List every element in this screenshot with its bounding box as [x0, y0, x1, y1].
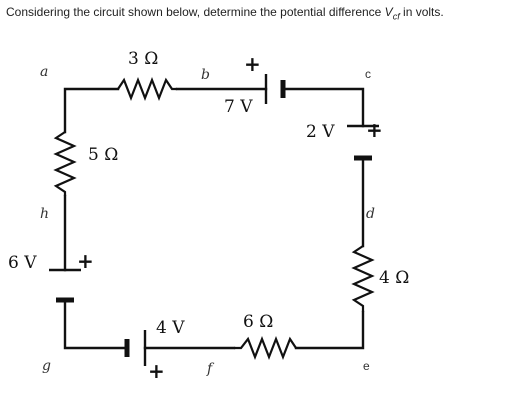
wire-7v-to-c	[283, 89, 363, 126]
battery-6v	[49, 270, 81, 300]
node-g: g	[42, 358, 51, 374]
voltage-variable: V	[384, 5, 393, 19]
label-7v: 7 V	[224, 97, 253, 117]
plus-2v: +	[366, 118, 383, 142]
label-r-ef: 6 Ω	[243, 312, 274, 332]
battery-7v	[266, 74, 283, 104]
node-a: a	[40, 64, 49, 80]
wire-d-to-e	[296, 312, 363, 348]
resistor-ha	[56, 132, 74, 196]
label-r-ha: 5 Ω	[88, 145, 119, 165]
node-f: f	[207, 361, 213, 377]
label-6v: 6 V	[8, 253, 37, 273]
label-r-de: 4 Ω	[379, 268, 410, 288]
resistor-de	[354, 246, 372, 312]
wire-4v-to-g	[65, 300, 127, 348]
question-suffix: in volts.	[399, 5, 444, 19]
voltage-variable-subscript: cf	[392, 11, 400, 22]
resistor-ab	[118, 80, 177, 98]
label-2v: 2 V	[306, 122, 335, 142]
label-4v: 4 V	[156, 318, 185, 338]
plus-7v: +	[244, 52, 261, 76]
node-e: e	[363, 359, 370, 373]
node-b: b	[201, 67, 210, 83]
node-h: h	[40, 206, 50, 222]
wire-a-corner	[65, 89, 118, 132]
resistor-ef	[234, 339, 296, 357]
question-prefix: Considering the circuit shown below, determine the potential difference	[6, 5, 385, 19]
node-c: c	[365, 67, 371, 81]
battery-4v	[127, 330, 145, 366]
plus-4v: +	[148, 359, 165, 383]
node-d: d	[366, 206, 375, 222]
label-r-ab: 3 Ω	[128, 49, 159, 69]
plus-6v: +	[77, 249, 94, 273]
